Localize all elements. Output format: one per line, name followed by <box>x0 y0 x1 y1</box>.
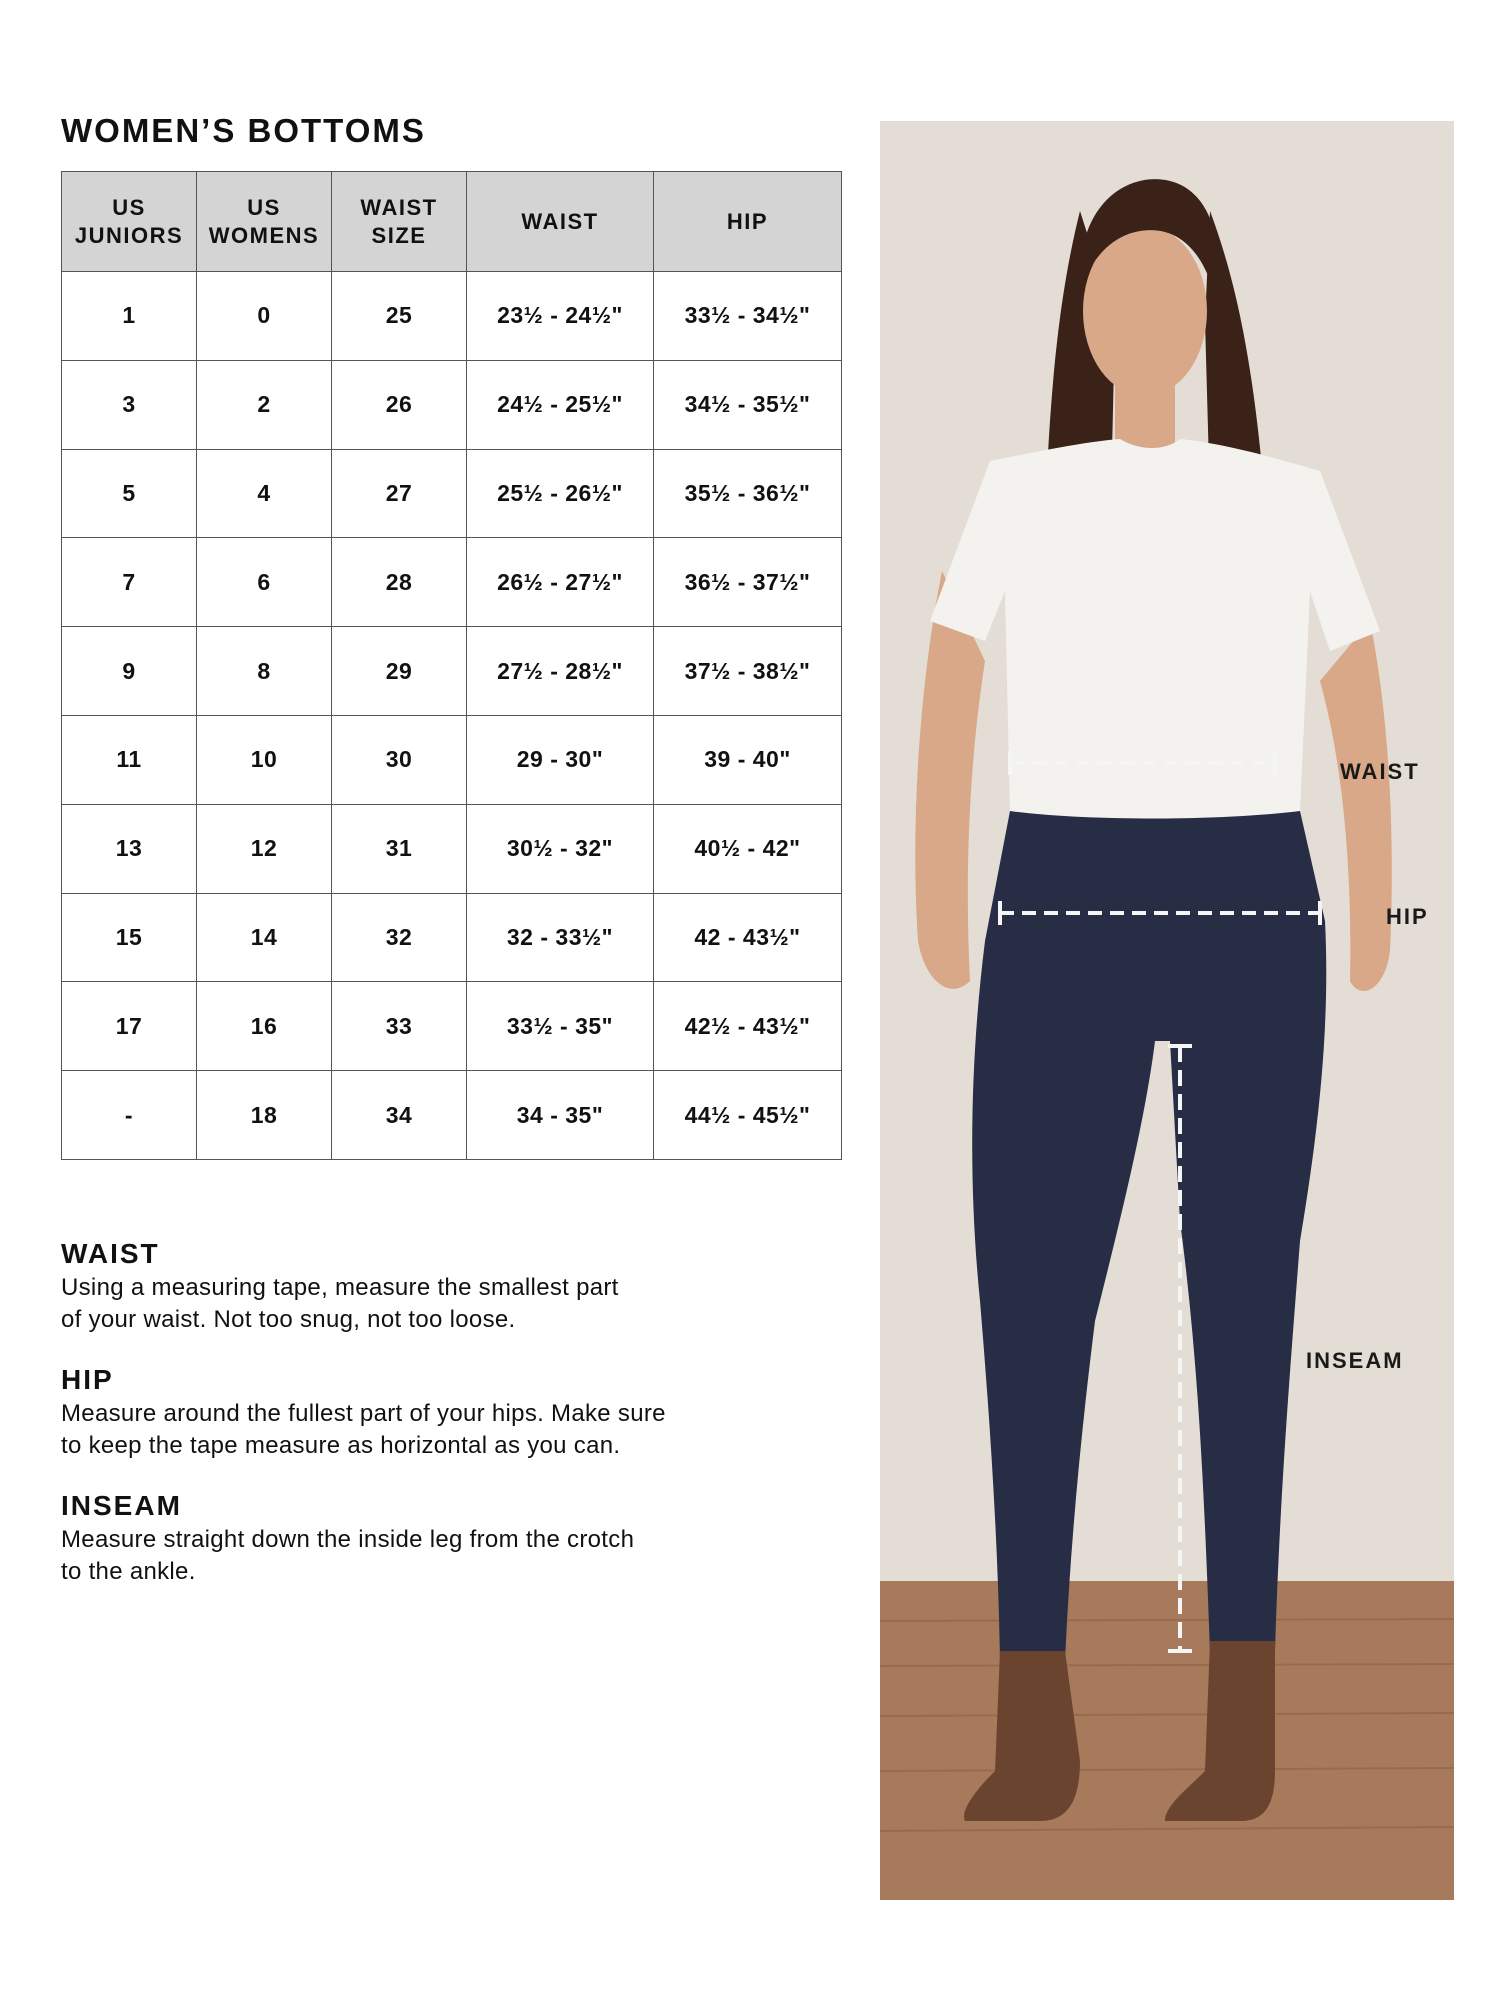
cell-us-juniors: 13 <box>62 804 197 893</box>
cell-waist-size: 33 <box>332 982 467 1071</box>
cell-us-juniors: 5 <box>62 449 197 538</box>
cell-waist-size: 34 <box>332 1071 467 1160</box>
cell-us-womens: 16 <box>197 982 332 1071</box>
cell-waist: 24½ - 25½" <box>467 360 654 449</box>
cell-waist-size: 27 <box>332 449 467 538</box>
header-waist: WAIST <box>467 172 654 272</box>
cell-us-juniors: 1 <box>62 272 197 361</box>
cell-us-womens: 6 <box>197 538 332 627</box>
header-us-womens: US WOMENS <box>197 172 332 272</box>
header-waist-size: WAIST SIZE <box>332 172 467 272</box>
model-illustration <box>880 121 1454 1900</box>
cell-waist: 23½ - 24½" <box>467 272 654 361</box>
cell-hip: 33½ - 34½" <box>654 272 842 361</box>
cell-waist: 32 - 33½" <box>467 893 654 982</box>
header-hip: HIP <box>654 172 842 272</box>
table-row <box>62 982 842 1071</box>
cell-waist: 27½ - 28½" <box>467 627 654 716</box>
table-row <box>62 360 842 449</box>
header-us-juniors: US JUNIORS <box>62 172 197 272</box>
table-row <box>62 627 842 716</box>
cell-waist: 34 - 35" <box>467 1071 654 1160</box>
cell-waist-size: 28 <box>332 538 467 627</box>
table-row <box>62 1071 842 1160</box>
cell-us-womens: 2 <box>197 360 332 449</box>
waist-guide-heading: WAIST <box>61 1238 160 1269</box>
cell-waist: 26½ - 27½" <box>467 538 654 627</box>
hip-guide-text: Measure around the fullest part of your hips. Make sure to keep the tape measure as horizontal as you can. <box>61 1400 666 1459</box>
cell-us-juniors: 17 <box>62 982 197 1071</box>
model-photo <box>880 121 1454 1900</box>
cell-hip: 39 - 40" <box>654 715 842 804</box>
cell-hip: 35½ - 36½" <box>654 449 842 538</box>
cell-hip: 42 - 43½" <box>654 893 842 982</box>
table-row <box>62 893 842 982</box>
cell-waist-size: 32 <box>332 893 467 982</box>
table-row <box>62 449 842 538</box>
table-row <box>62 272 842 361</box>
cell-us-juniors: - <box>62 1071 197 1160</box>
cell-us-womens: 8 <box>197 627 332 716</box>
inseam-guide <box>61 1490 761 1588</box>
cell-hip: 34½ - 35½" <box>654 360 842 449</box>
cell-us-womens: 10 <box>197 715 332 804</box>
waist-guide <box>61 1238 761 1336</box>
cell-hip: 40½ - 42" <box>654 804 842 893</box>
waist-guide-text: Using a measuring tape, measure the smallest part of your waist. Not too snug, not too loose. <box>61 1274 619 1333</box>
cell-waist-size: 26 <box>332 360 467 449</box>
cell-waist-size: 25 <box>332 272 467 361</box>
page-title: WOMEN’S BOTTOMS <box>61 112 426 149</box>
cell-hip: 44½ - 45½" <box>654 1071 842 1160</box>
wood-floor <box>880 1581 1454 1900</box>
cell-waist: 25½ - 26½" <box>467 449 654 538</box>
hip-label: HIP <box>1386 904 1429 929</box>
hip-guide <box>61 1364 761 1462</box>
cell-waist: 33½ - 35" <box>467 982 654 1071</box>
table-row <box>62 538 842 627</box>
table-row <box>62 715 842 804</box>
cell-us-juniors: 15 <box>62 893 197 982</box>
cell-us-womens: 12 <box>197 804 332 893</box>
cell-us-juniors: 11 <box>62 715 197 804</box>
inseam-label: INSEAM <box>1306 1348 1404 1373</box>
cell-us-juniors: 9 <box>62 627 197 716</box>
cell-us-womens: 0 <box>197 272 332 361</box>
hip-guide-heading: HIP <box>61 1364 114 1395</box>
inseam-guide-text: Measure straight down the inside leg from the crotch to the ankle. <box>61 1526 635 1585</box>
cell-waist-size: 31 <box>332 804 467 893</box>
table-header-row <box>62 172 842 272</box>
inseam-guide-heading: INSEAM <box>61 1490 182 1521</box>
cell-hip: 42½ - 43½" <box>654 982 842 1071</box>
cell-waist-size: 29 <box>332 627 467 716</box>
cell-us-womens: 18 <box>197 1071 332 1160</box>
cell-waist-size: 30 <box>332 715 467 804</box>
cell-waist: 29 - 30" <box>467 715 654 804</box>
size-chart-table <box>61 171 842 1160</box>
waist-label: WAIST <box>1340 759 1420 784</box>
cell-waist: 30½ - 32" <box>467 804 654 893</box>
cell-us-juniors: 7 <box>62 538 197 627</box>
cell-hip: 36½ - 37½" <box>654 538 842 627</box>
table-row <box>62 804 842 893</box>
cell-us-womens: 4 <box>197 449 332 538</box>
cell-us-womens: 14 <box>197 893 332 982</box>
cell-hip: 37½ - 38½" <box>654 627 842 716</box>
cell-us-juniors: 3 <box>62 360 197 449</box>
